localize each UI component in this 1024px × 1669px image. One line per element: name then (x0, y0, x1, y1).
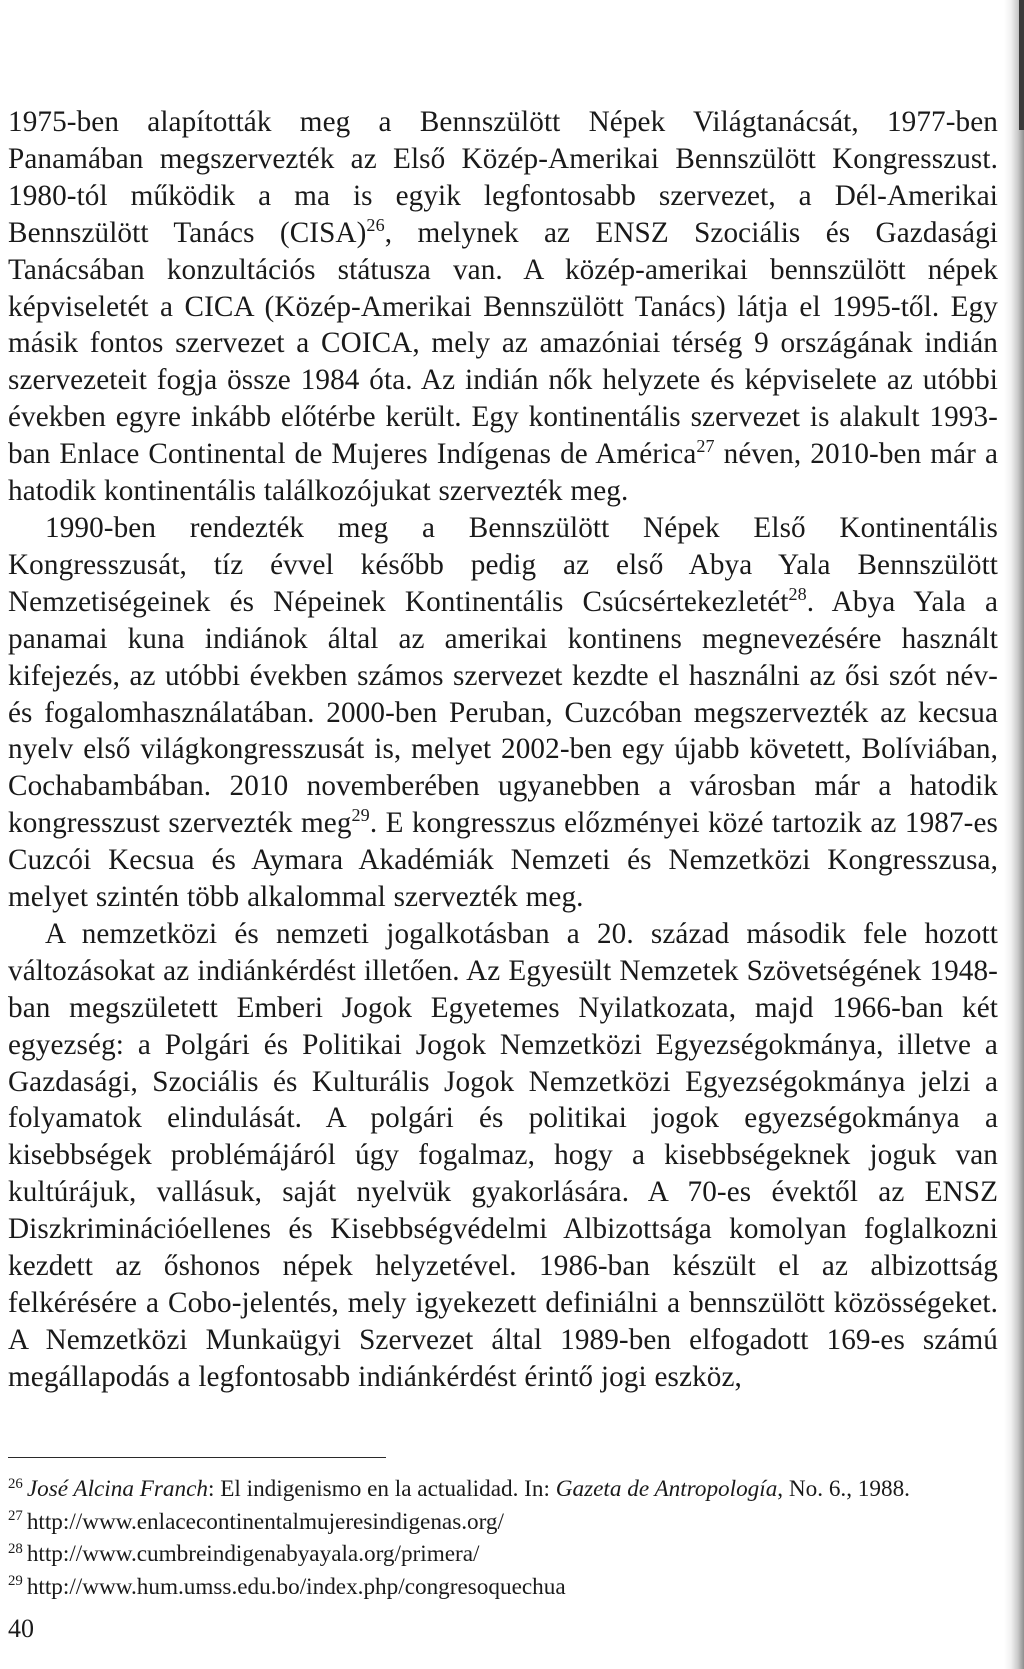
footnote-ref-26: 26 (366, 214, 385, 235)
text-segment: néven, 2010-ben már a hatodik kontinentális találkozójukat szervezték meg. (8, 438, 998, 508)
footnote-separator (8, 1457, 386, 1458)
paragraph-1 (8, 104, 998, 510)
footnote-28 (8, 1538, 998, 1571)
footnote-number: 28 (8, 1540, 23, 1557)
text-segment: . E kongresszus előzményei közé tartozik az 1987-es Cuzcói Kecsua és Aymara Akadémiák Nemzeti és Nemzetközi Kongresszusa, melyet szintén több alkalommal szervezték meg. (8, 807, 998, 914)
text-segment: 1990-ben rendezték meg a Bennszülött Népek Első Kontinentális Kongresszusát, tíz évvel később pedig az első Abya Yala Bennszülött Nemzetiségeinek és Népeinek Kontinentális Csúcsértekezletét (8, 511, 998, 618)
footnotes (8, 1473, 998, 1603)
footnote-ref-29: 29 (351, 805, 370, 825)
footnote-url: http://www.hum.umss.edu.bo/index.php/congresoquechua (26, 1573, 566, 1600)
scan-edge-dark (1019, 0, 1024, 130)
footnote-number: 29 (8, 1573, 23, 1590)
footnote-text: , No. 6., 1988. (777, 1476, 910, 1502)
footnote-27 (8, 1506, 998, 1539)
text-segment: . Abya Yala a panamai kuna indiánok által az amerikai kontinens megnevezésére használt kifejezés, az utóbbi években számos szervezet kezdte el használni az ősi szót név- és fogalomhasználatában. 2000-ben Peruban, Cuzcóban megszervezték az kecsua nyelv első világkongresszusát is, melyet 2002-ben egy újabb követett, Bolíviában, Cochabambában. 2010 novemberében ugyanebben a városban már a hatodik kongresszust szervezték meg (8, 585, 999, 840)
footnote-number: 27 (8, 1508, 23, 1525)
footnote-ref-28: 28 (788, 583, 807, 604)
text-segment: A nemzetközi és nemzeti jogalkotásban a 20. század második fele hozott változásokat az indiánkérdést illetően. Az Egyesült Nemzetek Szövetségének 1948-ban megszületett Emberi Jogok Egyetemes Nyilatkozata, majd 1966-ban két egyezség: a Polgári és Politikai Jogok Nemzetközi Egyezségokmánya, illetve a Gazdasági, Szociális és Kulturális Jogok Nemzetközi Egyezségokmánya jelzi a folyamatok elindulását. A polgári és politikai jogok egyezségokmánya a kisebbségek problémájáról úgy fogalmaz, hogy a kisebbségeknek joguk van kultúrájuk, vallásuk, saját nyelvük gyakorlására. A 70-es évektől az ENSZ Diszkriminációellenes és Kisebbségvédelmi Albizottsága komolyan foglalkozni kezdett az őshonos népek helyzetével. 1986-ban készült el az albizottság felkérésére a Cobo-jelentés, mely igyekezett definiálni a bennszülött közösségeket. A Nemzetközi Munkaügyi Szervezet által 1989-ben elfogadott 169-es számú megállapodás a legfontosabb indiánkérdést érintő jogi eszköz, (8, 917, 998, 1393)
footnote-29 (8, 1571, 998, 1604)
paragraph-2 (8, 510, 998, 916)
footnote-url: http://www.cumbreindigenabyayala.org/primera/ (26, 1541, 480, 1567)
footnote-url: http://www.enlacecontinentalmujeresindigenas.org/ (26, 1508, 504, 1535)
paragraph-3 (8, 916, 998, 1396)
text-segment: , melynek az ENSZ Szociális és Gazdasági Tanácsában konzultációs státusza van. A közép-amerikai bennszülött népek képviseletét a CICA (Közép-Amerikai Bennszülött Tanács) látja el 1995-től. Egy másik fontos szervezet a COICA, mely az amazóniai térség 9 országának indián szervezeteit fogja össze 1984 óta. Az indián nők helyzete és képviselete az utóbbi években egyre inkább előtérbe került. Egy kontinentális szervezet is alakult 1993-ban Enlace Continental de Mujeres Indígenas de América (8, 216, 998, 471)
scan-edge-shadow (1004, 0, 1024, 1669)
footnote-journal: Gazeta de Antropología (555, 1476, 778, 1502)
text-segment: 1975-ben alapították meg a Bennszülött Népek Világtanácsát, 1977-ben Panamában megszervezték az Első Közép-Amerikai Bennszülött Kongresszust. 1980-tól működik a ma is egyik legfontosabb szervezet, a Dél-Amerikai Bennszülött Tanács (CISA) (8, 106, 998, 249)
footnote-ref-27: 27 (696, 435, 715, 456)
body-text (8, 104, 998, 1396)
footnote-author: José Alcina Franch (26, 1476, 208, 1502)
footnote-text: : El indigenismo en la actualidad. In: (208, 1476, 556, 1502)
footnote-number: 26 (8, 1475, 23, 1492)
page-number: 40 (8, 1614, 34, 1643)
footnote-26 (8, 1473, 998, 1506)
